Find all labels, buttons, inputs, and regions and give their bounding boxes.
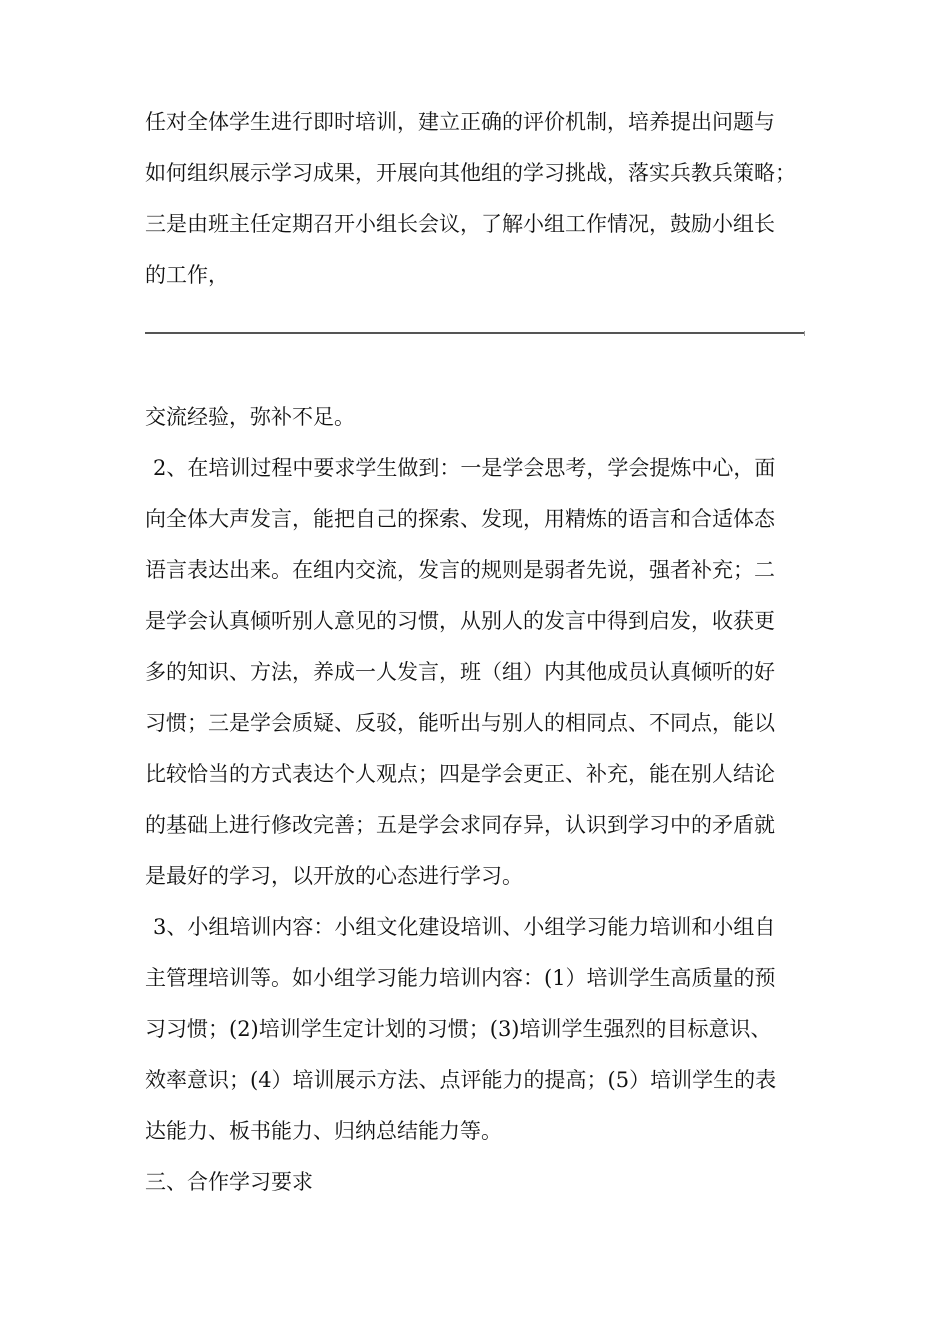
text-line: 如何组织展示学习成果，开展向其他组的学习挑战，落实兵教兵策略； xyxy=(145,161,796,185)
text-line: 比较恰当的方式表达个人观点；四是学会更正、补充，能在别人结论 xyxy=(145,762,775,786)
text-line: 是最好的学习，以开放的心态进行学习。 xyxy=(145,864,523,888)
text-line: 是学会认真倾听别人意见的习惯，从别人的发言中得到启发，收获更 xyxy=(145,609,775,633)
text-line: 2、在培训过程中要求学生做到：一是学会思考，学会提炼中心，面 xyxy=(153,456,776,480)
text-line: 任对全体学生进行即时培训，建立正确的评价机制，培养提出问题与 xyxy=(145,110,775,134)
text-line: 效率意识；(4）培训展示方法、点评能力的提高；(5）培训学生的表 xyxy=(145,1068,777,1092)
text-line: 的基础上进行修改完善；五是学会求同存异，认识到学习中的矛盾就 xyxy=(145,813,775,837)
text-line: 的工作， xyxy=(145,263,229,287)
text-line: 达能力、板书能力、归纳总结能力等。 xyxy=(145,1119,502,1143)
text-line: 向全体大声发言，能把自己的探索、发现，用精炼的语言和合适体态 xyxy=(145,507,775,531)
text-line: 三是由班主任定期召开小组长会议，了解小组工作情况，鼓励小组长 xyxy=(145,212,775,236)
horizontal-divider xyxy=(145,332,805,334)
divider-end-mark xyxy=(804,331,805,336)
text-line: 交流经验，弥补不足。 xyxy=(145,405,355,429)
section-heading: 三、合作学习要求 xyxy=(145,1170,313,1194)
body-text xyxy=(145,392,815,1208)
text-line: 习习惯；(2)培训学生定计划的习惯；(3)培训学生强烈的目标意识、 xyxy=(145,1017,772,1041)
text-line: 3、小组培训内容：小组文化建设培训、小组学习能力培训和小组自 xyxy=(153,915,776,939)
text-line: 多的知识、方法，养成一人发言，班（组）内其他成员认真倾听的好 xyxy=(145,660,775,684)
top-paragraph xyxy=(145,97,815,301)
text-line: 语言表达出来。在组内交流，发言的规则是弱者先说，强者补充；二 xyxy=(145,558,775,582)
text-line: 习惯；三是学会质疑、反驳，能听出与别人的相同点、不同点，能以 xyxy=(145,711,775,735)
text-line: 主管理培训等。如小组学习能力培训内容：(1）培训学生高质量的预 xyxy=(145,966,776,990)
